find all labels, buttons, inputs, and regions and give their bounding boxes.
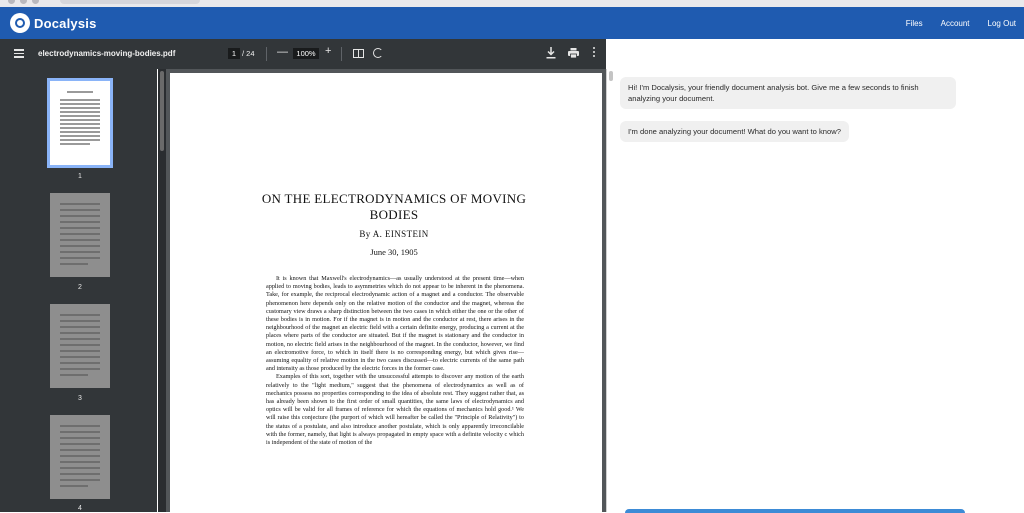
pdf-page [170,73,602,512]
thumbnail-scrollbar[interactable] [158,69,166,512]
page-thumbnail[interactable] [50,193,110,277]
zoom-out-button[interactable]: — [277,46,288,58]
thumbnail-sidebar [0,69,157,512]
document-paragraph: Examples of this sort, together with the unsuccessful attempts to discover any motion of the earth relatively to the "light medium," suggest that the phenomena of electrodynamics as well as of mechanics possess no properties corresponding to the idea of absolute rest. They suggest rather that, as has already been shown to the first order of small quantities, the same laws of electrodynamics and optics will be valid for all frames of reference for which the equations of mechanics hold good.¹ We will raise this conjecture (the purport of which will hereafter be called the "Principle of Relativity") to the status of a postulate, and also introduce another postulate, which is only apparently irreconcilable with the former, namely, that light is always propagated in empty space with a definite velocity c which is independent of the state of motion of the [266,373,524,447]
nav-files-link[interactable]: Files [905,18,923,28]
fit-to-page-icon[interactable] [353,49,364,58]
document-author: By A. EINSTEIN [359,229,429,239]
toolbar-divider [266,47,267,61]
page-number-input[interactable]: 1 [228,48,240,59]
pdf-file-name: electrodynamics-moving-bodies.pdf [38,49,176,58]
toolbar-divider [341,47,342,61]
thumbnail-page-label: 4 [78,505,82,512]
bot-message: I'm done analyzing your document! What do you want to know? [620,121,849,142]
page-thumbnail[interactable] [50,415,110,499]
page-thumbnail[interactable] [50,304,110,388]
page-total: / 24 [242,49,255,58]
app-header [0,7,1024,39]
document-title: ON THE ELECTRODYNAMICS OF MOVING BODIES [261,191,527,222]
document-date: June 30, 1905 [370,247,418,257]
browser-chrome [0,0,1024,7]
bot-message: Hi! I'm Docalysis, your friendly document analysis bot. Give me a few seconds to finish analyzing your document. [620,77,956,109]
chat-panel [606,69,1024,512]
app-name: Docalysis [34,15,97,31]
document-paragraph: It is known that Maxwell's electrodynamics—as usually understood at the present time—when applied to moving bodies, leads to asymmetries which do not appear to be inherent in the phenomena. Take, for example, the reciprocal electrodynamic action of a magnet and a conductor. The observable phenomenon here depends only on the relative motion of the conductor and the magnet, whereas the customary view draws a sharp distinction between the two cases in which either the one or the other of these bodies is in motion. For if the magnet is in motion and the conductor at rest, there arises in the neighbourhood of the magnet an electric field with a certain definite energy, producing a current at the places where parts of the conductor are situated. But if the magnet is stationary and the conductor in motion, no electric field arises in the neighbourhood of the magnet. In the conductor, however, we find an electromotive force, to which in itself there is no corresponding energy, but which gives rise—assuming equality of relative motion in the two cases discussed—to electric currents of the same path and intensity as those produced by the electric forces in the former case. [266,275,524,373]
docalysis-logo-icon [10,13,30,33]
app-logo[interactable] [10,12,97,34]
chat-scrollbar[interactable] [609,71,613,81]
chat-input[interactable] [625,509,965,513]
address-bar[interactable] [60,0,200,4]
window-control-icon[interactable] [20,0,27,4]
page-thumbnail[interactable] [50,81,110,165]
download-icon[interactable] [546,47,556,59]
more-options-icon[interactable] [592,47,596,60]
window-control-icon[interactable] [8,0,15,4]
zoom-in-button[interactable]: + [325,45,332,57]
hamburger-menu-icon[interactable] [14,49,24,58]
thumbnail-page-label: 3 [78,395,82,402]
nav-logout-link[interactable]: Log Out [987,18,1016,28]
rotate-icon[interactable] [373,48,383,58]
pdf-document-view[interactable] [166,69,606,512]
thumbnail-page-label: 2 [78,284,82,291]
nav-account-link[interactable]: Account [940,18,970,28]
top-nav [906,7,1016,39]
zoom-level-input[interactable]: 100% [293,48,319,59]
print-icon[interactable] [568,48,579,58]
thumbnail-page-label: 1 [78,173,82,180]
window-control-icon[interactable] [32,0,39,4]
pdf-toolbar [0,39,606,69]
document-body [266,275,524,447]
